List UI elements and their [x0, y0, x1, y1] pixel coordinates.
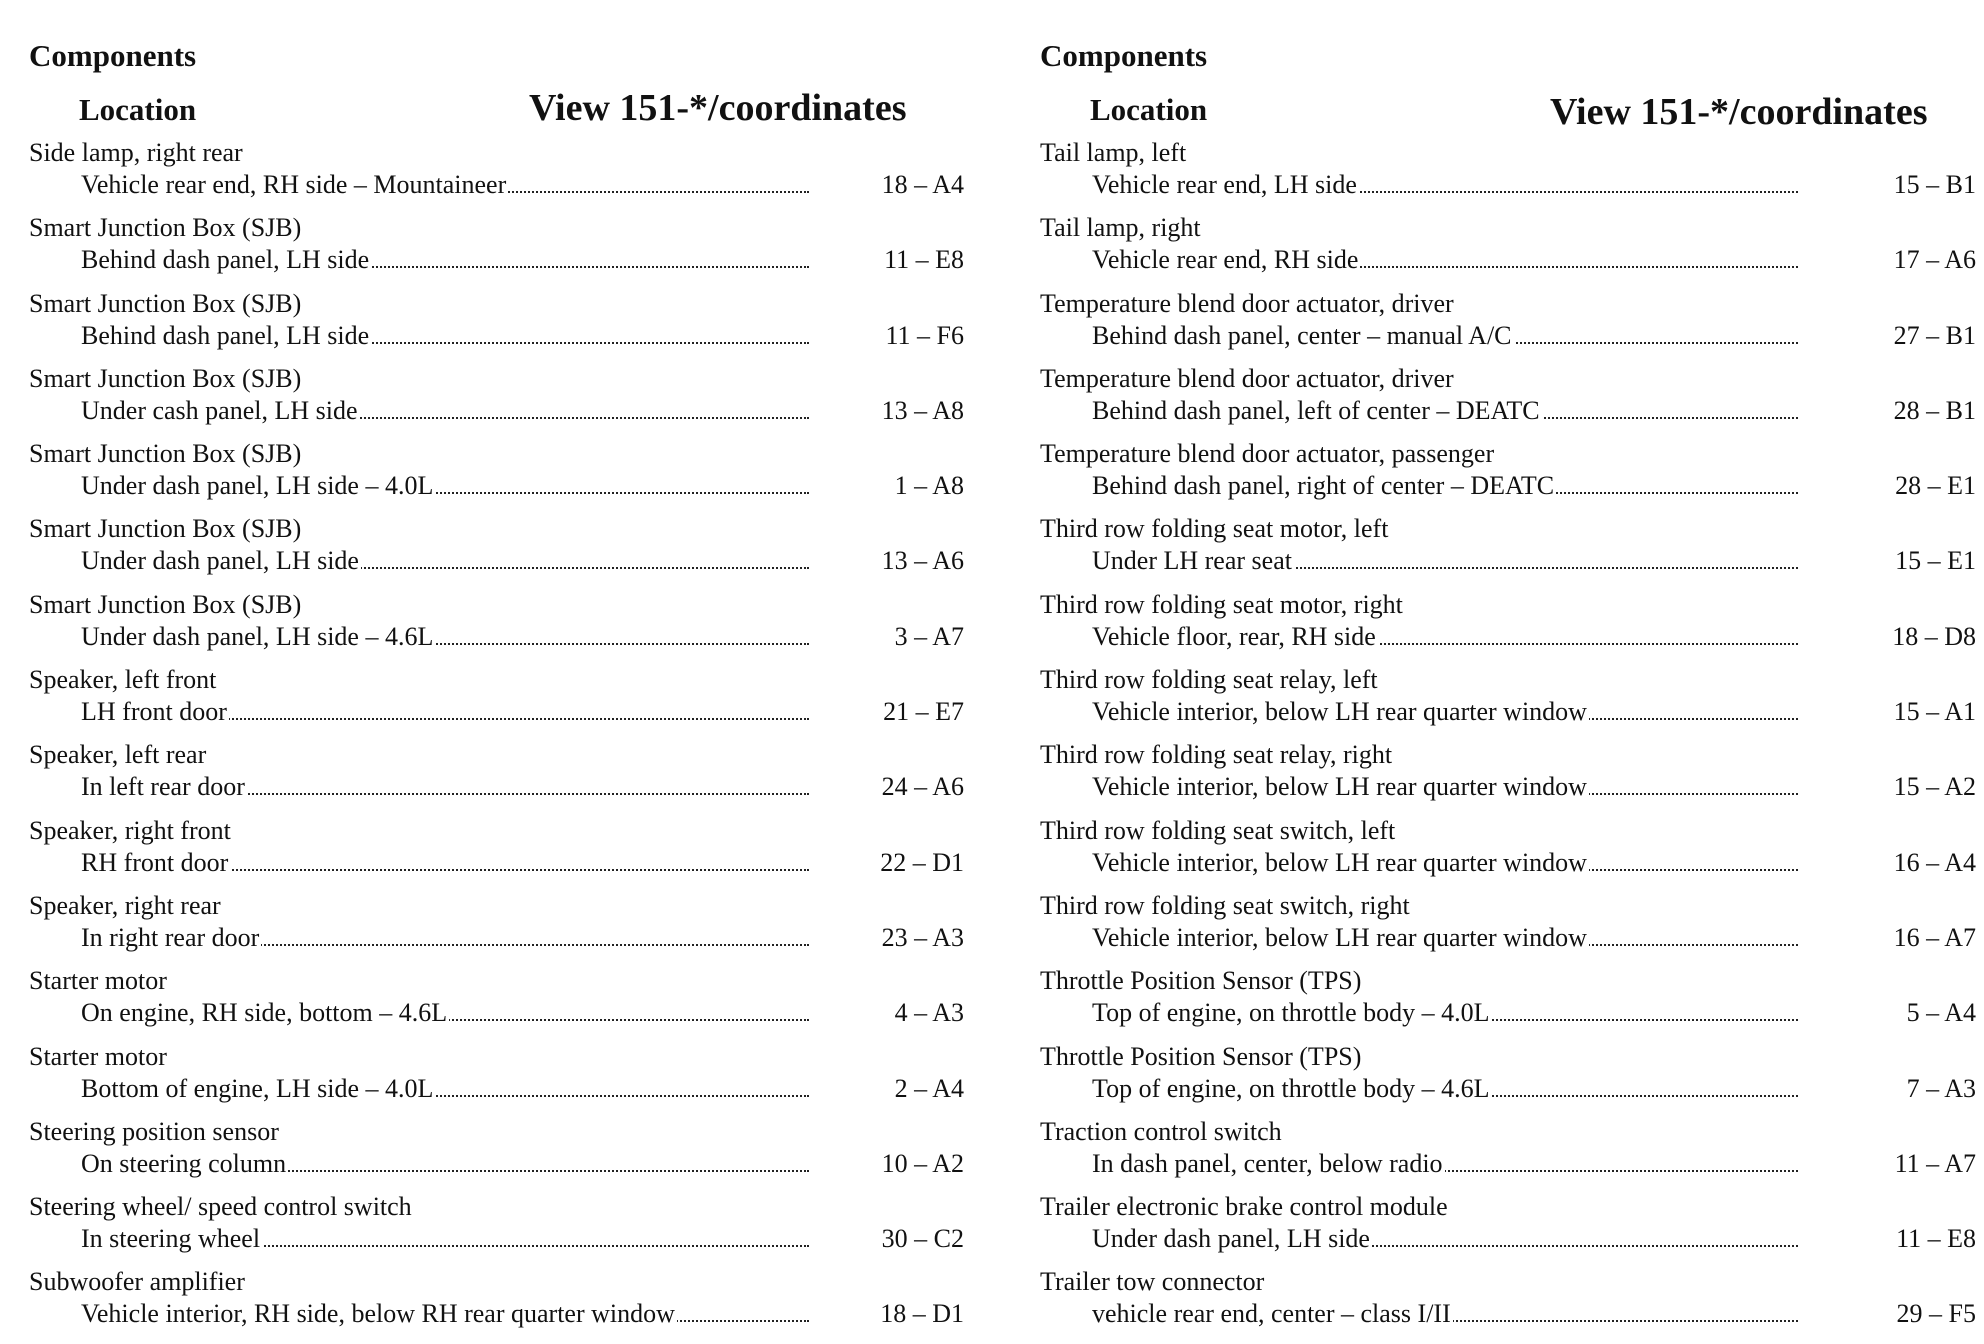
component-entry: [29, 136, 964, 211]
component-entry: [29, 437, 964, 512]
component-entry: [29, 1040, 964, 1115]
component-location-text: Behind dash panel, LH side: [81, 320, 370, 350]
component-coordinates: 7 – A3: [1906, 1073, 1976, 1103]
component-location-text: Vehicle rear end, RH side – Mountaineer: [81, 170, 507, 199]
component-location-text: Vehicle interior, below LH rear quarter window: [1092, 772, 1587, 802]
component-location: [1092, 622, 1798, 652]
component-location-text: Vehicle floor, rear, RH side: [1092, 621, 1376, 651]
component-entry: [1040, 1115, 1976, 1190]
component-name: Throttle Position Sensor (TPS): [1040, 966, 1362, 996]
component-coordinates: 18 – D1: [880, 1299, 964, 1329]
component-location-text: Under dash panel, LH side – 4.0L: [81, 471, 434, 501]
component-location: [81, 622, 809, 652]
component-name: Subwoofer amplifier: [29, 1267, 245, 1297]
right-column: [1040, 0, 1976, 1344]
component-name: Smart Junction Box (SJB): [29, 439, 302, 469]
component-location: [1092, 923, 1798, 953]
component-entry: [29, 1115, 964, 1190]
component-entry: [1040, 889, 1976, 964]
component-name: Smart Junction Box (SJB): [29, 213, 302, 243]
component-location: [81, 848, 809, 878]
component-entry: [29, 889, 964, 964]
component-location-text: Behind dash panel, right of center – DEATC: [1092, 471, 1555, 501]
component-entry: [29, 738, 964, 813]
component-entry: [1040, 136, 1976, 211]
component-location: [81, 923, 809, 953]
view-coordinates-column-header: View 151-*/coordinates: [1550, 91, 1928, 133]
component-location-text: Vehicle interior, below LH rear quarter window: [1092, 697, 1587, 727]
component-name: Third row folding seat switch, left: [1040, 815, 1396, 845]
component-entry: [1040, 1040, 1976, 1115]
component-location: [1092, 1074, 1798, 1104]
component-coordinates: 24 – A6: [881, 772, 964, 802]
component-name: Smart Junction Box (SJB): [29, 514, 302, 544]
component-name: Tail lamp, right: [1040, 213, 1201, 243]
component-name: Throttle Position Sensor (TPS): [1040, 1041, 1362, 1071]
component-location-text: Top of engine, on throttle body – 4.6L: [1092, 1073, 1490, 1103]
component-coordinates: 18 – D8: [1892, 621, 1976, 651]
component-name: Speaker, right front: [29, 815, 231, 845]
component-coordinates: 3 – A7: [894, 621, 964, 651]
view-coordinates-column-header: View 151-*/coordinates: [529, 87, 907, 129]
component-location: [1092, 697, 1798, 727]
component-location: [1092, 170, 1798, 200]
component-entry: [1040, 512, 1976, 587]
component-name: Third row folding seat motor, right: [1040, 589, 1403, 619]
component-name: Steering position sensor: [29, 1116, 279, 1146]
component-location-text: Under dash panel, LH side: [81, 546, 359, 576]
component-location: [81, 1074, 809, 1104]
left-column: [29, 0, 964, 1344]
component-location-text: Behind dash panel, left of center – DEATC: [1092, 395, 1540, 425]
component-location: [81, 772, 809, 802]
component-entry: [29, 287, 964, 362]
component-entry: [1040, 738, 1976, 813]
component-location-text: In left rear door: [81, 772, 245, 802]
component-location-text: LH front door: [81, 697, 227, 727]
component-location: [81, 546, 809, 576]
component-coordinates: 11 – A7: [1894, 1148, 1976, 1178]
component-location: [81, 471, 809, 501]
component-location: [1092, 321, 1798, 351]
component-location: [1092, 245, 1798, 275]
component-entry: [1040, 814, 1976, 889]
section-title: Components: [29, 38, 197, 73]
component-coordinates: 10 – A2: [881, 1148, 964, 1178]
component-coordinates: 23 – A3: [881, 922, 964, 952]
component-name: Tail lamp, left: [1040, 138, 1187, 167]
component-entry: [29, 1265, 964, 1340]
component-location: [1092, 546, 1798, 576]
component-entry: [1040, 1265, 1976, 1340]
component-name: Third row folding seat relay, left: [1040, 665, 1378, 695]
component-location-text: Behind dash panel, LH side: [81, 245, 370, 275]
component-location-text: Vehicle rear end, LH side: [1092, 170, 1357, 199]
component-location: [81, 697, 809, 727]
component-name: Smart Junction Box (SJB): [29, 589, 302, 619]
component-coordinates: 11 – E8: [884, 245, 964, 275]
component-entry: [29, 1190, 964, 1265]
component-coordinates: 11 – E8: [1896, 1224, 1976, 1254]
component-entry: [1040, 211, 1976, 286]
component-name: Steering wheel/ speed control switch: [29, 1192, 412, 1222]
component-location-text: Under dash panel, LH side – 4.6L: [81, 621, 434, 651]
component-location: [1092, 1299, 1798, 1329]
component-location: [81, 998, 809, 1028]
component-location-text: Top of engine, on throttle body – 4.0L: [1092, 998, 1490, 1028]
component-name: Smart Junction Box (SJB): [29, 363, 302, 393]
component-location: [1092, 396, 1798, 426]
component-entry: [1040, 362, 1976, 437]
component-coordinates: 1 – A8: [894, 471, 964, 501]
component-location-text: Vehicle rear end, RH side: [1092, 245, 1359, 275]
component-entry: [29, 588, 964, 663]
component-location: [81, 1224, 809, 1254]
component-location: [1092, 1149, 1798, 1179]
component-location-text: Under dash panel, LH side: [1092, 1224, 1370, 1254]
component-location-text: RH front door: [81, 847, 229, 877]
component-location: [81, 396, 809, 426]
component-entry: [29, 964, 964, 1039]
component-coordinates: 5 – A4: [1906, 998, 1976, 1028]
component-coordinates: 11 – F6: [885, 320, 964, 350]
component-location-text: Bottom of engine, LH side – 4.0L: [81, 1073, 434, 1103]
component-coordinates: 21 – E7: [883, 697, 964, 727]
component-location-text: vehicle rear end, center – class I/II: [1092, 1299, 1451, 1329]
component-name: Speaker, left rear: [29, 740, 207, 770]
component-name: Third row folding seat motor, left: [1040, 514, 1389, 544]
component-coordinates: 13 – A6: [881, 546, 964, 576]
component-entry: [1040, 437, 1976, 512]
component-list: [1040, 136, 1976, 1341]
component-coordinates: 4 – A3: [894, 998, 964, 1028]
component-location: [1092, 998, 1798, 1028]
component-name: Speaker, right rear: [29, 890, 221, 920]
component-location-text: In right rear door: [81, 922, 260, 952]
component-entry: [1040, 1190, 1976, 1265]
component-coordinates: 13 – A8: [881, 395, 964, 425]
component-list: [29, 136, 964, 1341]
location-column-header: Location: [79, 92, 197, 127]
component-location: [1092, 772, 1798, 802]
component-name: Trailer tow connector: [1040, 1267, 1265, 1297]
component-location: [1092, 1224, 1798, 1254]
section-title: Components: [1040, 38, 1208, 73]
component-coordinates: 30 – C2: [881, 1224, 964, 1254]
component-coordinates: 2 – A4: [894, 1073, 964, 1103]
component-location-text: In steering wheel: [81, 1224, 261, 1254]
component-name: Trailer electronic brake control module: [1040, 1192, 1448, 1222]
component-name: Third row folding seat relay, right: [1040, 740, 1393, 770]
component-name: Side lamp, right rear: [29, 138, 243, 167]
component-name: Traction control switch: [1040, 1116, 1282, 1146]
component-entry: [1040, 287, 1976, 362]
component-location-text: On engine, RH side, bottom – 4.6L: [81, 998, 448, 1028]
component-coordinates: 17 – A6: [1893, 245, 1976, 275]
component-coordinates: 15 – A1: [1893, 697, 1976, 727]
component-entry: [29, 512, 964, 587]
component-entry: [1040, 663, 1976, 738]
component-coordinates: 18 – A4: [881, 170, 964, 199]
component-location-text: Behind dash panel, center – manual A/C: [1092, 320, 1512, 350]
component-entry: [1040, 588, 1976, 663]
component-location: [81, 321, 809, 351]
component-location: [81, 245, 809, 275]
component-name: Smart Junction Box (SJB): [29, 288, 302, 318]
component-entry: [29, 814, 964, 889]
component-name: Temperature blend door actuator, passenger: [1040, 439, 1495, 469]
component-name: Temperature blend door actuator, driver: [1040, 363, 1454, 393]
component-location: [1092, 848, 1798, 878]
component-coordinates: 28 – B1: [1893, 395, 1976, 425]
component-coordinates: 16 – A7: [1893, 922, 1976, 952]
component-entry: [1040, 964, 1976, 1039]
component-coordinates: 15 – B1: [1893, 170, 1976, 199]
component-location: [1092, 471, 1798, 501]
component-coordinates: 15 – E1: [1895, 546, 1976, 576]
component-location: [81, 1299, 809, 1329]
component-coordinates: 15 – A2: [1893, 772, 1976, 802]
component-location-text: Under LH rear seat: [1092, 546, 1292, 576]
component-location-text: Under cash panel, LH side: [81, 395, 358, 425]
component-coordinates: 27 – B1: [1893, 320, 1976, 350]
component-entry: [29, 211, 964, 286]
component-location-text: In dash panel, center, below radio: [1092, 1148, 1443, 1178]
component-location: [81, 170, 809, 200]
component-coordinates: 22 – D1: [880, 847, 964, 877]
component-location: [81, 1149, 809, 1179]
component-location-text: Vehicle interior, below LH rear quarter window: [1092, 922, 1587, 952]
component-location-text: Vehicle interior, RH side, below RH rear quarter window: [81, 1299, 675, 1329]
component-name: Starter motor: [29, 966, 167, 996]
component-name: Third row folding seat switch, right: [1040, 890, 1410, 920]
component-entry: [29, 663, 964, 738]
component-entry: [29, 362, 964, 437]
component-coordinates: 28 – E1: [1895, 471, 1976, 501]
component-name: Temperature blend door actuator, driver: [1040, 288, 1454, 318]
component-name: Speaker, left front: [29, 665, 217, 695]
component-location-text: On steering column: [81, 1148, 287, 1178]
component-coordinates: 29 – F5: [1896, 1299, 1976, 1329]
location-column-header: Location: [1090, 92, 1208, 127]
component-location-text: Vehicle interior, below LH rear quarter window: [1092, 847, 1587, 877]
component-coordinates: 16 – A4: [1893, 847, 1976, 877]
component-name: Starter motor: [29, 1041, 167, 1071]
